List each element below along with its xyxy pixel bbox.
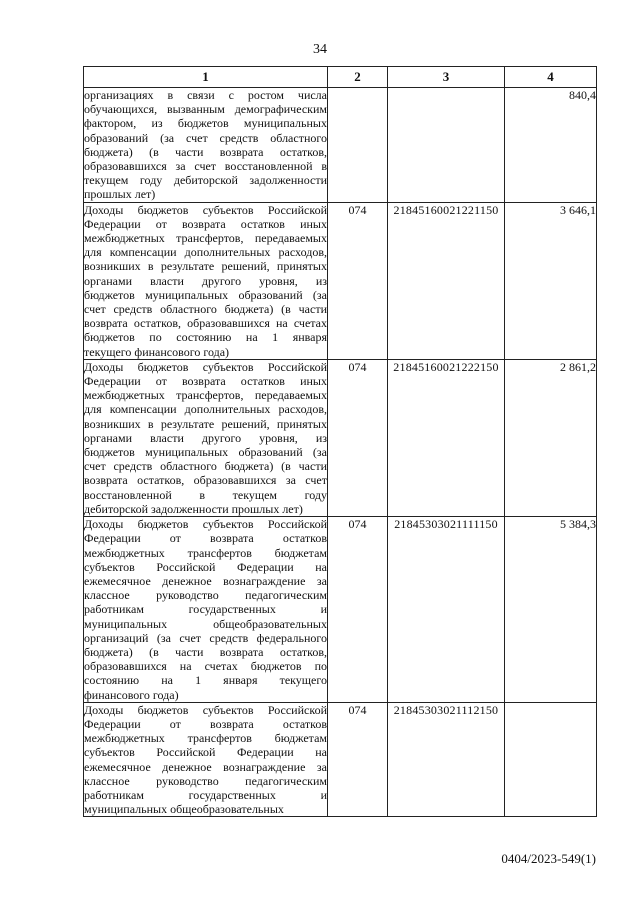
table-row: [84, 88, 597, 203]
description-line: муниципальных общеобразовательных: [84, 616, 327, 631]
description-line: работникам государственных и: [84, 602, 327, 617]
description-line: Доходы бюджетов субъектов Российской: [84, 517, 327, 532]
description-line: организаций (за счет средств федерального: [84, 630, 327, 645]
description-line: возникших в результате решений, принятых: [84, 259, 327, 274]
row-admin-code: 074: [328, 517, 388, 703]
table-row: [84, 702, 597, 817]
description-line: межбюджетных трансфертов, передаваемых: [84, 231, 327, 246]
description-line: субъектов Российской Федерации на: [84, 559, 327, 574]
document-number: 0404/2023-549(1): [501, 851, 596, 866]
table-row: [84, 517, 597, 703]
description-line: бюджета) (в части возврата остатков,: [84, 644, 327, 659]
row-admin-code: [328, 88, 388, 203]
description-line: фактором, из бюджетов муниципальных: [84, 116, 327, 131]
description-line: Доходы бюджетов субъектов Российской: [84, 202, 327, 217]
description-line: межбюджетных трансфертов бюджетам: [84, 731, 327, 746]
income-table: [83, 66, 597, 817]
description-line: межбюджетных трансфертов, передаваемых: [84, 388, 327, 403]
description-line: бюджетов муниципальных образований (за: [84, 445, 327, 460]
description-line: возврата остатков, образовавшихся за счет: [84, 473, 327, 488]
row-amount: 2 861,2: [505, 359, 597, 516]
description-line: образовавшихся на счетах бюджетов по: [84, 659, 327, 674]
description-line: для компенсации дополнительных расходов,: [84, 245, 327, 260]
description-line: состоянию на 1 января текущего: [84, 673, 327, 688]
description-line: работникам государственных и: [84, 787, 327, 802]
description-line: Федерации от возврата остатков: [84, 531, 327, 546]
header-col-3: 3: [388, 67, 505, 88]
description-line: возникших в результате решений, принятых: [84, 416, 327, 431]
description-line: образовавшихся за счет восстановленной в: [84, 159, 327, 174]
description-line: для компенсации дополнительных расходов,: [84, 402, 327, 417]
description-line: ежемесячное денежное вознаграждение за: [84, 759, 327, 774]
row-budget-code: 21845303021112150: [388, 702, 505, 817]
description-line: образований (за счет средств областного: [84, 130, 327, 145]
row-description: [84, 88, 328, 203]
row-admin-code: 074: [328, 359, 388, 516]
header-col-2: 2: [328, 67, 388, 88]
description-line: Федерации от возврата остатков: [84, 716, 327, 731]
description-line: текущем году дебиторской задолженности: [84, 173, 327, 188]
description-line: текущего финансового года): [84, 344, 230, 359]
row-amount: 3 646,1: [505, 202, 597, 359]
page-number: 34: [313, 42, 327, 57]
description-line: организациях в связи с ростом числа: [84, 88, 327, 102]
row-description: [84, 359, 328, 516]
description-line: счет средств областного бюджета) (в части: [84, 302, 327, 317]
row-admin-code: 074: [328, 702, 388, 817]
row-budget-code: 21845303021111150: [388, 517, 505, 703]
description-line: дебиторской задолженности прошлых лет): [84, 501, 303, 516]
description-line: Доходы бюджетов субъектов Российской: [84, 359, 327, 374]
description-line: счет средств областного бюджета) (в части: [84, 459, 327, 474]
description-line: Федерации от возврата остатков иных: [84, 374, 327, 389]
row-budget-code: 21845160021222150: [388, 359, 505, 516]
description-line: бюджета) (в части возврата остатков,: [84, 144, 327, 159]
row-amount: 5 384,3: [505, 517, 597, 703]
description-line: бюджетов муниципальных образований (за: [84, 287, 327, 302]
row-amount: 840,4: [505, 88, 597, 203]
description-line: финансового года): [84, 687, 179, 702]
description-line: классное руководство педагогическим: [84, 773, 327, 788]
row-budget-code: 21845160021221150: [388, 202, 505, 359]
description-line: муниципальных общеобразовательных: [84, 802, 284, 817]
description-line: бюджетов по состоянию на 1 января: [84, 330, 327, 345]
description-line: классное руководство педагогическим: [84, 588, 327, 603]
description-line: межбюджетных трансфертов бюджетам: [84, 545, 327, 560]
row-description: [84, 202, 328, 359]
table-header-row: [84, 67, 597, 88]
row-admin-code: 074: [328, 202, 388, 359]
description-line: органами власти другого уровня, из: [84, 430, 327, 445]
row-description: [84, 517, 328, 703]
description-line: прошлых лет): [84, 187, 156, 202]
description-line: Федерации от возврата остатков иных: [84, 216, 327, 231]
description-line: восстановленной в текущем году: [84, 487, 327, 502]
header-col-1: 1: [84, 67, 328, 88]
row-description: [84, 702, 328, 817]
description-line: органами власти другого уровня, из: [84, 273, 327, 288]
row-budget-code: [388, 88, 505, 203]
description-line: ежемесячное денежное вознаграждение за: [84, 573, 327, 588]
description-line: обучающихся, вызванным демографическим: [84, 102, 327, 117]
table-row: [84, 202, 597, 359]
header-col-4: 4: [505, 67, 597, 88]
row-amount: [505, 702, 597, 817]
description-line: Доходы бюджетов субъектов Российской: [84, 702, 327, 717]
table-row: [84, 359, 597, 516]
description-line: субъектов Российской Федерации на: [84, 745, 327, 760]
description-line: возврата остатков, образовавшихся на счетах: [84, 316, 327, 331]
